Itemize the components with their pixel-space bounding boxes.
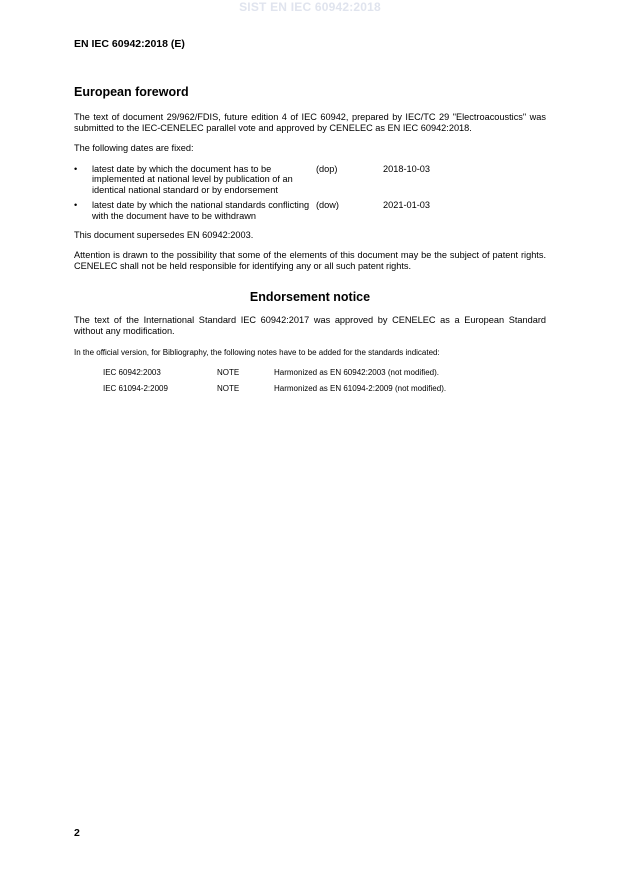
date-abbreviation: (dow) [316, 200, 339, 211]
watermark: SIST EN IEC 60942:2018 [239, 0, 381, 14]
date-item-dop [74, 164, 546, 196]
supersedes-paragraph: This document supersedes EN 60942:2003. [74, 229, 254, 240]
foreword-paragraph: The text of document 29/962/FDIS, future edition 4 of IEC 60942, prepared by IEC/TC 29 "Electroacoustics" was submitted to the IEC-CENELEC parallel vote and approved by CENELEC as EN IEC 60942:2018. [74, 112, 546, 134]
endorsement-title: Endorsement notice [249, 290, 371, 305]
date-value: 2018-10-03 [383, 163, 430, 174]
bibliography-intro: In the official version, for Bibliography, the following notes have to be added for the standards indicated: [74, 347, 440, 357]
endorsement-paragraph: The text of the International Standard IEC 60942:2017 was approved by CENELEC as a European Standard without any modification. [74, 315, 546, 337]
date-value: 2021-01-03 [383, 200, 430, 211]
note-text: Harmonized as EN 61094-2:2009 (not modified). [274, 383, 447, 393]
note-row [103, 368, 546, 378]
date-item-dow [74, 200, 546, 221]
note-row [103, 384, 546, 394]
page-content [74, 85, 546, 400]
note-type: NOTE [217, 383, 240, 393]
dates-intro: The following dates are fixed: [74, 143, 194, 154]
patent-paragraph: Attention is drawn to the possibility that some of the elements of this document may be the subject of patent rights. CENELEC shall not be held responsible for identifying any or all such patent rights. [74, 249, 546, 271]
bullet-icon: • [74, 163, 78, 174]
bullet-icon: • [74, 200, 78, 211]
note-type: NOTE [217, 367, 240, 377]
document-header: EN IEC 60942:2018 (E) [74, 38, 185, 50]
date-abbreviation: (dop) [316, 163, 338, 174]
dates-list [74, 164, 546, 222]
date-description: latest date by which the national standards conflicting with the document have to be withdrawn [92, 200, 310, 221]
note-standard: IEC 61094-2:2009 [103, 383, 168, 393]
note-standard: IEC 60942:2003 [103, 367, 161, 377]
foreword-title: European foreword [74, 85, 189, 99]
page-number: 2 [74, 827, 80, 839]
note-text: Harmonized as EN 60942:2003 (not modified). [274, 367, 439, 377]
notes-list [103, 368, 546, 394]
date-description: latest date by which the document has to be implemented at national level by publication of an identical national standard or by endorsement [92, 163, 293, 195]
